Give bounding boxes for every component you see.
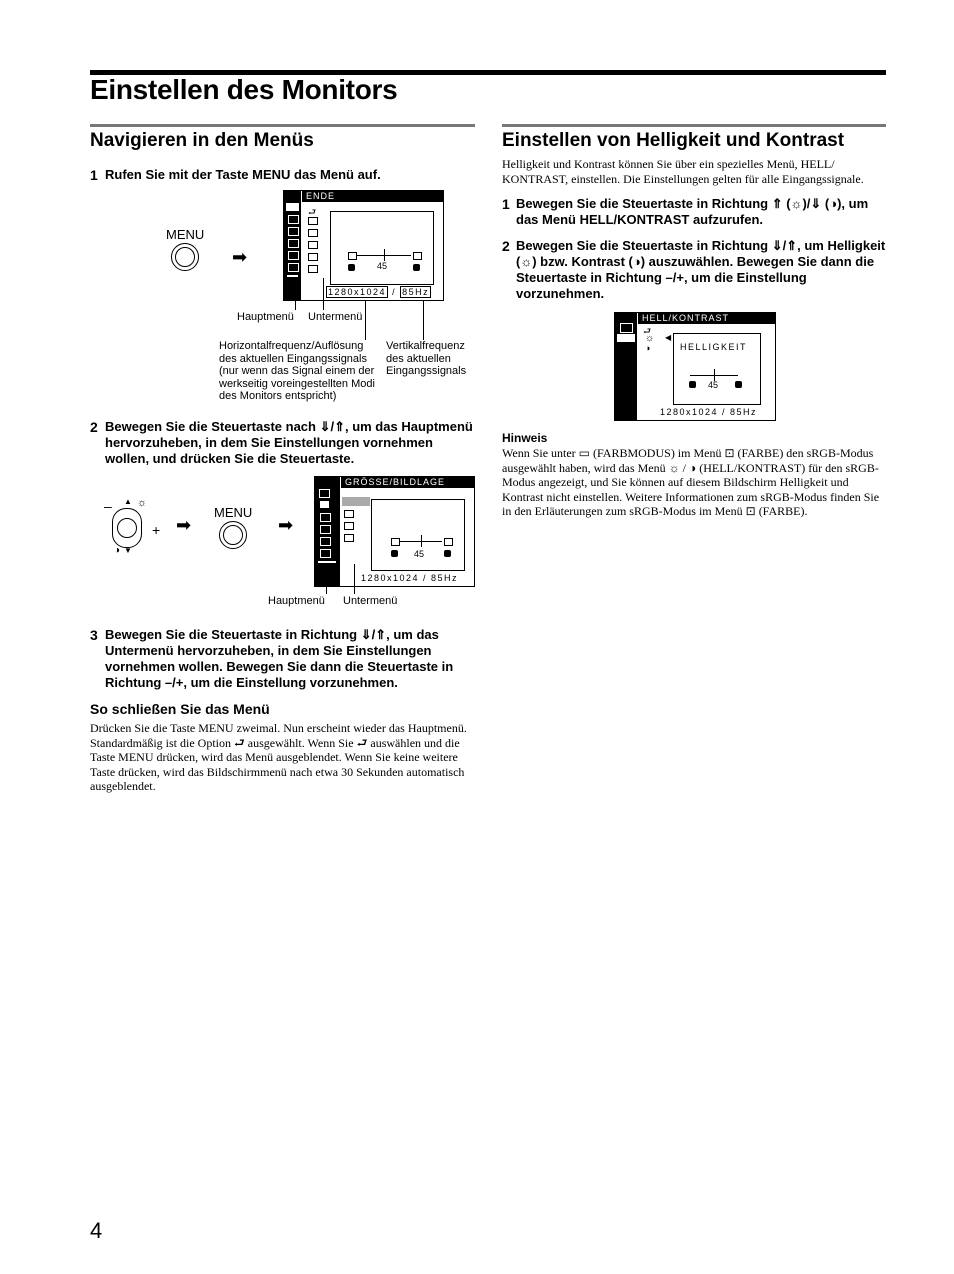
minus-icon [391, 550, 398, 557]
minus-icon [348, 264, 355, 271]
shrink-icon [348, 252, 357, 260]
section-rule-left [90, 124, 475, 127]
osd-header: ENDE [302, 191, 443, 202]
main-menu-bar [315, 477, 340, 586]
step-text: Bewegen Sie die Steuertaste nach ⇓/⇑, um das Hauptmenü hervorzuheben, in dem Sie Einstellungen vornehmen wollen, und drücken Sie die Steuertaste. [105, 419, 473, 466]
adjust-value: 45 [377, 261, 388, 271]
step-3-submenu [90, 627, 475, 691]
callout-untermenu: Untermenü [308, 311, 363, 323]
callout-horizontal: Horizontalfrequenz/Auflösung des aktuellen Eingangssignals (nur wenn das Signal einem der werkseitig voreingestellten Modi des Monitors entspricht) [219, 340, 375, 402]
step-text: Bewegen Sie die Steuertaste in Richtung ⇓/⇑, um das Untermenü hervorzuheben, in dem Sie Einstellungen vornehmen wollen. Bewegen Sie dann die Steuertaste in Richtung –/+, um die Einstellung vorzunehmen. [105, 627, 454, 690]
arrow-right-icon: ➡ [232, 247, 248, 267]
section-heading-menus: Navigieren in den Menüs [90, 130, 314, 151]
expand-icon [413, 252, 422, 260]
adjust-value: 45 [708, 380, 719, 390]
adjust-panel [673, 333, 761, 405]
callout-hauptmenu: Hauptmenü [237, 311, 294, 323]
submenu-icons: ⮐ [306, 205, 318, 269]
item-label: HELLIGKEIT [680, 342, 748, 352]
adjust-panel [371, 499, 465, 571]
step-1-menu [90, 167, 475, 183]
menu-button-label: MENU [214, 505, 253, 520]
up-arrow-icon: ▲ [124, 497, 132, 506]
osd-screen-hell [614, 312, 776, 421]
step-number: 3 [90, 627, 98, 643]
adjust-panel [330, 211, 434, 285]
note-text: Wenn Sie unter ▭ (FARBMODUS) im Menü ⊡ (FARBE) den sRGB-Modus ausgewählt haben, wird das Menü ☼ / ◑ (HELL/KONTRAST) für den sRGB-Modus angezeigt, und Sie können auf diesem Bildschirm Helligkeit und Kontrast nicht einstellen. Weitere Informationen zum sRGB-Modus finden Sie in den Erläuterungen zum sRGB-Modus im Menü ⊡ (FARBE). [502, 446, 880, 518]
figure-main-menu [90, 474, 475, 614]
osd-screen [283, 190, 444, 301]
down-arrow-icon: ▼ [124, 546, 132, 555]
freq-separator: / [392, 287, 397, 297]
menu-button [171, 243, 199, 271]
control-stick [112, 508, 142, 548]
return-icon: ⮐ [643, 326, 652, 336]
menu-button-label: MENU [166, 227, 205, 242]
step-2-adjust-hell [502, 238, 886, 302]
contrast-icon: ◑ [645, 343, 651, 353]
freq-readout: 1280x1024 / 85Hz [660, 407, 758, 417]
main-menu-bar [284, 191, 301, 300]
osd-header: HELL/KONTRAST [638, 313, 775, 324]
highlighted-item [342, 497, 370, 506]
section-heading-brightness: Einstellen von Helligkeit und Kontrast [502, 130, 845, 151]
step-number: 1 [90, 167, 98, 183]
brightness-icon: ☼ [645, 333, 655, 344]
osd-screen [314, 476, 475, 587]
step-1-open-hell [502, 196, 886, 228]
shrink-icon [391, 538, 400, 546]
step-2-highlight [90, 419, 475, 467]
close-menu-text: Drücken Sie die Taste MENU zweimal. Nun erscheint wieder das Hauptmenü. Standardmäßig ist die Option ⮐ ausgewählt. Wenn Sie ⮐ auswählen und die Taste MENU drücken, wird das Menü ausgeblendet. Wenn Sie keine weitere Taste drücken, wird das Bildschirmmenü nach etwa 30 Sekunden automatisch ausgeblendet. [90, 721, 467, 793]
step-text: Bewegen Sie die Steuertaste in Richtung ⇑ (☼)/⇓ (◑), um das Menü HELL/KONTRAST aufzurufen. [516, 196, 869, 227]
plus-icon [444, 550, 451, 557]
menu-button [219, 521, 247, 549]
plus-label: + [152, 522, 161, 538]
minus-label: – [104, 498, 112, 514]
page-title: Einstellen des Monitors [90, 74, 398, 105]
freq-resolution: 1280x1024 [328, 287, 387, 297]
main-menu-bar [615, 313, 637, 420]
adjust-value: 45 [414, 549, 425, 559]
minus-icon [689, 381, 696, 388]
callout-hauptmenu: Hauptmenü [268, 595, 325, 607]
freq-readout [326, 287, 431, 297]
plus-icon [413, 264, 420, 271]
brightness-icon: ☼ [137, 497, 148, 509]
expand-icon [444, 538, 453, 546]
arrow-right-icon: ➡ [278, 515, 294, 535]
section-rule-right [502, 124, 886, 127]
osd-header: GRÖSSE/BILDLAGE [341, 477, 474, 488]
step-number: 2 [90, 419, 98, 435]
callout-untermenu: Untermenü [343, 595, 398, 607]
pointer-icon: ◀ [665, 333, 672, 342]
contrast-icon: ◑ [114, 545, 121, 556]
freq-readout: 1280x1024 / 85Hz [361, 573, 459, 583]
callout-vertikal: Vertikalfrequenz des aktuellen Eingangssignals [386, 340, 467, 377]
freq-hz: 85Hz [402, 287, 430, 297]
plus-icon [735, 381, 742, 388]
step-text: Rufen Sie mit der Taste MENU das Menü auf. [105, 167, 381, 182]
note-heading: Hinweis [502, 431, 548, 445]
page-number: 4 [90, 1218, 103, 1243]
step-text: Bewegen Sie die Steuertaste in Richtung ⇓/⇑, um Helligkeit (☼) bzw. Kontrast (◑) auszuwählen. Bewegen Sie dann die Steuertaste in Richtung –/+, um die Einstellung vorzunehmen. [516, 238, 886, 301]
brightness-intro: Helligkeit und Kontrast können Sie über ein spezielles Menü, HELL/ KONTRAST, einstellen. Die Einstellungen gelten für alle Eingangssignale. [502, 157, 864, 186]
figure-menu-open [90, 188, 475, 408]
step-number: 2 [502, 238, 510, 254]
arrow-right-icon: ➡ [176, 515, 192, 535]
step-number: 1 [502, 196, 510, 212]
close-menu-heading: So schließen Sie das Menü [90, 701, 270, 717]
